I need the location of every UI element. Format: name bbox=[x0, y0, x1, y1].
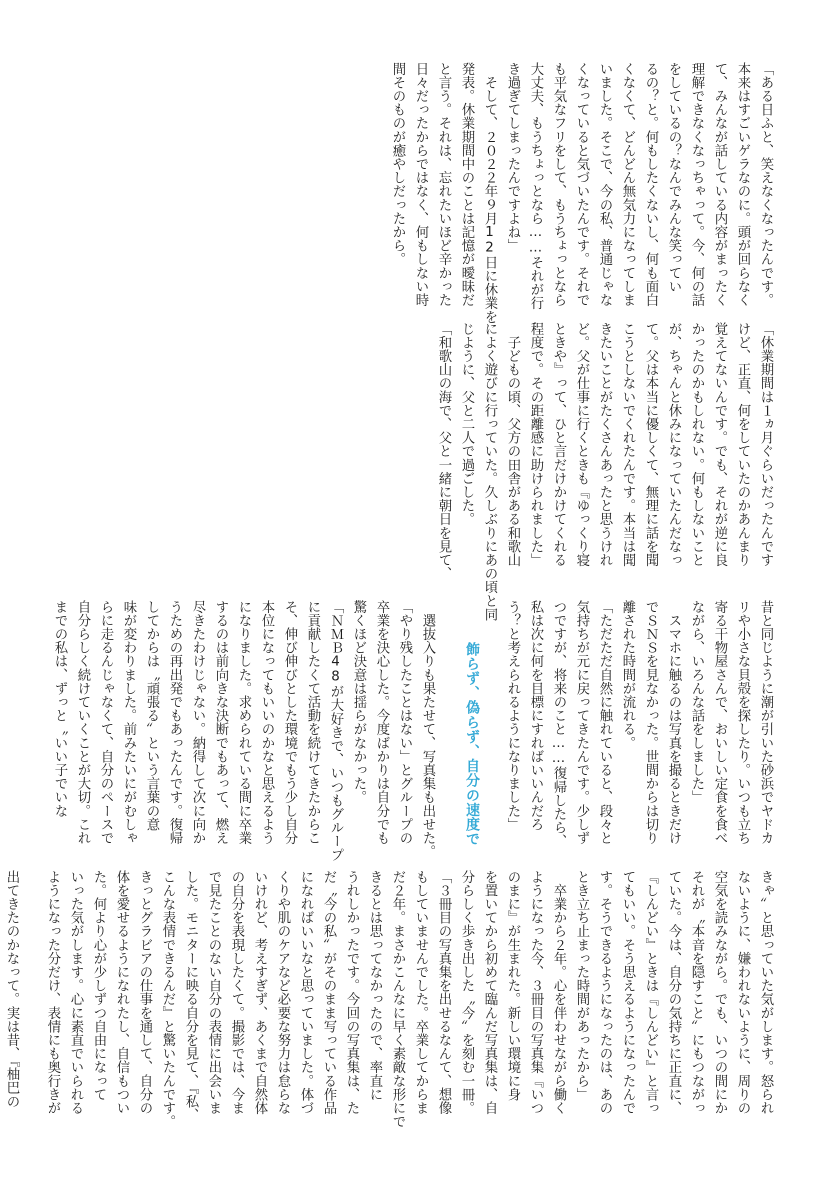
text-column: 覚えてないんです。でも、それが逆に良 bbox=[712, 322, 727, 567]
text-column: くなっていると気づいたんです。それで bbox=[574, 62, 589, 307]
text-column: 自分らしく続けていくことが大切。これ bbox=[75, 600, 90, 845]
column-gap bbox=[485, 600, 499, 860]
text-block-bottom bbox=[4, 870, 775, 1145]
text-column: す。そうできるようになったのは、あの bbox=[597, 870, 612, 1115]
text-column: き過ぎてしまったんですよね」 bbox=[505, 62, 520, 253]
text-column: するのは前向きな決断でもあって、燃え bbox=[213, 600, 228, 845]
text-column: 尽きたわけじゃない。納得して次に向か bbox=[190, 600, 205, 845]
text-column: くなくて、どんどん無気力になってしま bbox=[620, 62, 635, 307]
text-column: 離された時間が流れる。 bbox=[620, 600, 635, 750]
text-column: 「ＮＭＢ48が大好きで、いつもグループ bbox=[328, 600, 343, 862]
text-column: を置いてから初めて臨んだ写真集は、自 bbox=[482, 870, 497, 1115]
text-column: 「休業期間は１ヵ月ぐらいだったんです bbox=[758, 322, 773, 567]
text-column: てもいい。そう思えるようになったんで bbox=[620, 870, 635, 1115]
text-column: きたいことがたくさんあったと思うけれ bbox=[597, 322, 612, 567]
text-column: きゃ〟と思っていた気がします。怒られ bbox=[758, 870, 773, 1115]
text-column: それが〝本音を隠すこと〟にもつながっ bbox=[689, 870, 704, 1115]
text-column: ないように、嫌われないように、周りの bbox=[735, 870, 750, 1115]
text-column: うための再出発でもあったんです。復帰 bbox=[167, 600, 182, 845]
text-column: て、みんなが話している内容がまったく bbox=[712, 62, 727, 307]
text-column: をしているの？なんでみんな笑ってい bbox=[666, 62, 681, 294]
text-column: いった気がします。心に素直でいられる bbox=[68, 870, 83, 1115]
text-column: ていた。今は、自分の気持ちに正直に、 bbox=[666, 870, 681, 1115]
text-column: 分らしく歩き出した〝今〟を刻む一冊。 bbox=[459, 870, 474, 1115]
text-column: と言う。それは、忘れたいほど辛かった bbox=[436, 62, 451, 307]
text-column: も平気なフリをして、もうちょっとなら bbox=[551, 62, 566, 307]
text-column: きっとグラビアの仕事を通して、自分の bbox=[137, 870, 152, 1115]
text-column: 発表。休業期間中のことは記憶が曖昧だ bbox=[459, 62, 474, 307]
text-column: 「ただただ自然に触れていると、段々と bbox=[597, 600, 612, 845]
text-column: 「やり残したことはない」とグループの bbox=[397, 600, 412, 845]
text-column: ど。父が仕事に行くときも『ゆっくり寝 bbox=[574, 322, 589, 567]
text-column: きるとは思ってなかったので、率直に bbox=[367, 870, 382, 1102]
text-column: 本来はすごいゲラなのに。頭が回らなく bbox=[735, 62, 750, 307]
text-column: 「和歌山の海で、父と一緒に朝日を見て、 bbox=[436, 322, 451, 581]
text-column: になりました。求められている間に卒業 bbox=[236, 600, 251, 845]
text-column: 選抜入りも果たせて、写真集も出せた。 bbox=[420, 600, 435, 859]
text-column: してからは〝頑張る〟という言葉の意 bbox=[144, 600, 159, 832]
text-column: るの？と。何もしたくないし、何も面白 bbox=[643, 62, 658, 307]
text-block-top bbox=[60, 62, 775, 324]
text-column: ながら、いろんな話をしました」 bbox=[689, 600, 704, 804]
text-column: もしていませんでした。卒業してからま bbox=[413, 870, 428, 1115]
text-column: 気持ちが元に戻ってきたんです。少しず bbox=[574, 600, 589, 845]
text-column: 体を愛せるようになれたし、自信もつい bbox=[114, 870, 129, 1115]
text-column: 間そのものが癒やしだったから。 bbox=[390, 62, 405, 266]
text-column: でＳＮＳを見なかった。世間からは切り bbox=[643, 600, 658, 845]
text-column: 驚くほど決意は揺らがなかった。 bbox=[351, 600, 366, 804]
text-column: 私は次に何を目標にすればいいんだろ bbox=[528, 600, 543, 832]
text-column: リや小さな貝殻を探したり。いつも立ち bbox=[735, 600, 750, 845]
text-column: いました。そこで、今の私、普通じゃな bbox=[597, 62, 612, 307]
text-column: スマホに触るのは写真を撮るときだけ bbox=[666, 600, 681, 845]
text-column: 卒業から２年。心を伴わせながら働く bbox=[551, 870, 566, 1115]
text-column: になればいいなと思っていました。体づ bbox=[298, 870, 313, 1115]
text-column: うれしかったです。今回の写真集は、た bbox=[344, 870, 359, 1115]
text-column: いけれど、考えすぎず、あくまで自然体 bbox=[252, 870, 267, 1115]
text-column: 大丈夫、もうちょっとなら……それが行 bbox=[528, 62, 543, 310]
section-heading: 飾らず、偽らず、自分の速度で bbox=[464, 642, 480, 847]
column-gap bbox=[441, 600, 455, 860]
text-column: らに走るんじゃなくて、自分のペースで bbox=[98, 600, 113, 845]
text-column: 理解できなくなっちゃって。今、何の話 bbox=[689, 62, 704, 307]
text-column: 「３冊目の写真集を出せるなんて、想像 bbox=[436, 870, 451, 1115]
text-column: けど、正直、何をしていたのかあんまり bbox=[735, 322, 750, 567]
text-column: じように、父と二人で過ごした。 bbox=[459, 322, 474, 526]
text-column: に貢献したくて活動を続けてきたからこ bbox=[305, 600, 320, 845]
text-column: 本位になってもいいのかなと思えるよう bbox=[259, 600, 274, 845]
text-block-second bbox=[60, 322, 775, 622]
text-column: う？と考えられるようになりました」 bbox=[505, 600, 520, 832]
text-column: 『しんどい』ときは『しんどい』と言っ bbox=[643, 870, 658, 1115]
text-column: 「ある日ふと、笑えなくなったんです。 bbox=[758, 62, 773, 307]
text-column: のまに』が生まれた。新しい環境に身 bbox=[505, 870, 520, 1102]
text-column: だ２年。まさかこんなに早く素敵な形にで bbox=[390, 870, 405, 1129]
text-column: とき立ち止まった時間があったから」 bbox=[574, 870, 589, 1102]
text-column: で見たことのない自分の表情に出会いま bbox=[206, 870, 221, 1115]
text-column: によく遊びに行っていた。久しぶりにあの頃と同 bbox=[482, 322, 497, 622]
text-column: かったのかもしれない。何もしないこと bbox=[689, 322, 704, 567]
text-block-third bbox=[52, 600, 775, 862]
text-column: 日々だったからではなく、何もしない時 bbox=[413, 62, 428, 307]
text-column: ようになった今、３冊目の写真集『いつ bbox=[528, 870, 543, 1115]
text-column: つですが、将来のこと……復帰したら、 bbox=[551, 600, 566, 848]
text-column: 子どもの頃、父方の田舎がある和歌山 bbox=[505, 322, 520, 567]
text-column: 卒業を決心した。今度ばかりは自分でも bbox=[374, 600, 389, 845]
text-column: 程度で。その距離感に助けられました」 bbox=[528, 322, 543, 567]
text-column: 空気を読みながら。でも、いつの間にか bbox=[712, 870, 727, 1115]
text-column: ようになった分だけ、表情にも奥行きが bbox=[45, 870, 60, 1115]
text-column: 昔と同じように潮が引いた砂浜でヤドカ bbox=[758, 600, 773, 845]
text-column: 寄る干物屋さんで、おいしい定食を食べ bbox=[712, 600, 727, 845]
text-column: の自分を表現したくて。撮影では、今ま bbox=[229, 870, 244, 1115]
text-column: くりや肌のケアなど必要な努力は怠らな bbox=[275, 870, 290, 1115]
text-column: こうとしないでくれたんです。本当は聞 bbox=[620, 322, 635, 567]
column-gap bbox=[25, 870, 39, 1145]
text-column: までの私は、ずっと〝いい子でいな bbox=[52, 600, 67, 818]
text-column: た。何より心が少しずつ自由になって bbox=[91, 870, 106, 1102]
text-column: そ、伸び伸びとした環境でもう少し自分 bbox=[282, 600, 297, 845]
text-column: ときや』って、ひと言だけかけてくれる bbox=[551, 322, 566, 567]
text-column: 出てきたのかなって。実は昔、『柚巴の bbox=[4, 870, 19, 1109]
text-column: 味が変わりました。前みたいにがむしゃ bbox=[121, 600, 136, 845]
text-column: だ〝今の私〟がそのまま写っている作品 bbox=[321, 870, 336, 1115]
text-column: が、ちゃんと休みになっていたんだなっ bbox=[666, 322, 681, 567]
text-column: そして、２０２２年９月12日に休業を bbox=[482, 62, 497, 324]
text-column: した。モニターに映る自分を見て、『私、 bbox=[183, 870, 198, 1122]
text-column: て。父は本当に優しくて、無理に話を聞 bbox=[643, 322, 658, 567]
text-column: こんな表情できるんだ』と驚いたんです。 bbox=[160, 870, 175, 1129]
